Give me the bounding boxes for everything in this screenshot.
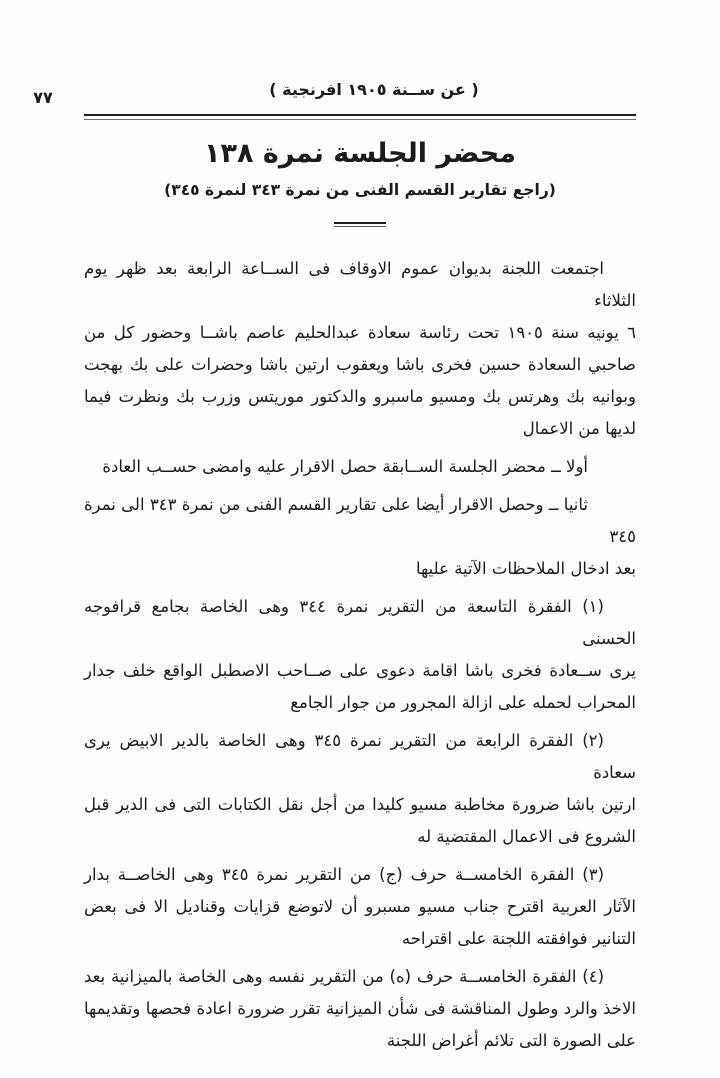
text-line: الآثار العربية اقترح جناب مسيو مسبرو أن لاتوضع قزايات وقناديل الا فى بعض [84, 897, 636, 916]
clause-first [84, 451, 636, 483]
text-line: (٤) الفقرة الخامســة حرف (ه) من التقرير نفسه وهى الخاصة بالميزانية بعد [84, 967, 604, 986]
running-head [0, 0, 720, 107]
text-line: ثانيا ــ وحصل الاقرار أيضا على تقارير القسم الفنى من نمرة ٣٤٣ الى نمرة ٣٤٥ [84, 495, 636, 546]
text-line: اجتمعت اللجنة بديوان عموم الاوقاف فى الســاعة الرابعة بعد ظهر يوم الثلاثاء [84, 259, 636, 310]
text-line: التنانير فوافقته اللجنة على اقتراحه [401, 929, 636, 948]
text-line: يرى ســعادة فخرى باشا اقامة دعوى على صــاحب الاصطبل الواقع خلف جدار [84, 661, 636, 680]
text-line: (٢) الفقرة الرابعة من التقرير نمرة ٣٤٥ وهى الخاصة بالدير الابيض يرى سعادة [84, 731, 636, 782]
clause-second [84, 489, 636, 585]
page-number: ٧٧ [33, 88, 53, 107]
text-line: لديها من الاعمال [522, 419, 636, 438]
remark-item-2 [84, 725, 636, 853]
text-line: بعد ادخال الملاحظات الآتية عليها [416, 559, 636, 578]
header-divider-rule [84, 114, 636, 120]
remark-item-3 [84, 859, 636, 955]
text-line: (١) الفقرة التاسعة من التقرير نمرة ٣٤٤ وهى الخاصة بجامع قرافوجه الحسنى [84, 597, 636, 648]
text-line: الشروع فى الاعمال المقتضية له [417, 827, 636, 846]
session-subtitle: (راجع تقارير القسم الفنى من نمرة ٣٤٣ لنمرة ٣٤٥) [164, 181, 556, 199]
text-line: أولا ــ محضر الجلسة الســابقة حصل الاقرار عليه وامضى حســب العادة [102, 457, 588, 476]
text-line: وبوانيه بك وهرتس بك ومسيو ماسبرو والدكتور موريتس وزرب بك ونظرت فيما [84, 387, 636, 406]
text-line: على الصورة التى تلائم أغراض اللجنة [386, 1031, 636, 1050]
text-line: صاحبي السعادة حسين فخرى باشا ويعقوب ارتين باشا وحضرات على بك بهجت [84, 355, 636, 374]
remark-item-1 [84, 591, 636, 719]
text-line: ارتين باشا ضرورة مخاطبة مسيو كليدا من أجل نقل الكتابات التى فى الدير قبل [84, 795, 636, 814]
paragraph-opening [84, 253, 636, 445]
running-head-note: ( عن ســنة ١٩٠٥ افرنجية ) [269, 80, 479, 99]
text-line: (٣) الفقرة الخامســة حرف (ج) من التقرير نمرة ٣٤٥ وهى الخاصــة بدار [84, 865, 604, 884]
text-line: ٦ يونيه سنة ١٩٠٥ تحت رئاسة سعادة عبدالحليم عاصم باشــا وحضور كل من [84, 323, 637, 342]
title-divider-rule [334, 222, 386, 227]
document-body [84, 253, 636, 1057]
text-line: الاخذ والرد وطول المناقشة فى شأن الميزانية تقرر ضرورة اعادة فحصها وتقديمها [84, 999, 636, 1018]
remark-item-4 [84, 961, 636, 1057]
session-title: محضر الجلسة نمرة ١٣٨ [204, 138, 516, 169]
text-line: المحراب لحمله على ازالة المجرور من جوار الجامع [290, 693, 636, 712]
